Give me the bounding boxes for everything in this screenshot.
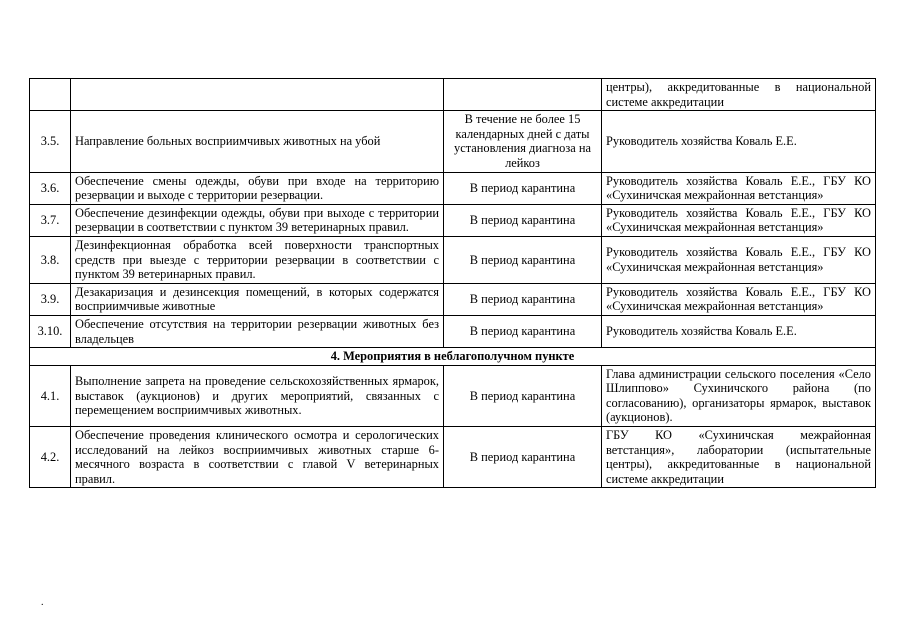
table-row <box>30 365 876 426</box>
action-cell <box>71 79 444 111</box>
measures-table-body-section-3 <box>30 79 876 348</box>
action-cell: Дезакаризация и дезинсекция помещений, в которых содержатся восприимчивые животные <box>71 283 444 315</box>
row-number-cell: 4.1. <box>30 365 71 426</box>
measures-table-body-section-4 <box>30 365 876 488</box>
action-cell: Направление больных восприимчивых животных на убой <box>71 111 444 172</box>
row-number-cell: 3.5. <box>30 111 71 172</box>
section-title: 4. Мероприятия в неблагополучном пункте <box>30 348 876 366</box>
measures-table <box>29 78 876 488</box>
term-cell: В период карантина <box>444 236 602 283</box>
footer-mark: . <box>41 597 44 608</box>
row-number-cell: 4.2. <box>30 427 71 488</box>
term-cell <box>444 79 602 111</box>
term-cell: В период карантина <box>444 315 602 347</box>
row-number-cell: 3.8. <box>30 236 71 283</box>
responsible-cell: Руководитель хозяйства Коваль Е.Е., ГБУ КО «Сухиничская межрайонная ветстанция» <box>602 236 876 283</box>
row-number-cell: 3.10. <box>30 315 71 347</box>
table-row <box>30 315 876 347</box>
term-cell: В период карантина <box>444 283 602 315</box>
term-cell: В период карантина <box>444 427 602 488</box>
responsible-cell: ГБУ КО «Сухиничская межрайонная ветстанция», лаборатории (испытательные центры), аккредитованные в национальной системе аккредитации <box>602 427 876 488</box>
responsible-cell: Руководитель хозяйства Коваль Е.Е. <box>602 111 876 172</box>
responsible-cell: Руководитель хозяйства Коваль Е.Е., ГБУ КО «Сухиничская межрайонная ветстанция» <box>602 283 876 315</box>
row-number-cell: 3.9. <box>30 283 71 315</box>
action-cell: Дезинфекционная обработка всей поверхности транспортных средств при выезде с территории резервации в соответствии с пунктом 39 ветеринарных правил. <box>71 236 444 283</box>
term-cell: В период карантина <box>444 172 602 204</box>
table-row <box>30 172 876 204</box>
action-cell: Обеспечение дезинфекции одежды, обуви при выходе с территории резервации в соответствии с пунктом 39 ветеринарных правил. <box>71 204 444 236</box>
responsible-cell: Глава администрации сельского поселения «Село Шлиппово» Сухиничского района (по согласованию), организаторы ярмарок, выставок (аукционов). <box>602 365 876 426</box>
section-header-group <box>30 348 876 366</box>
table-row <box>30 79 876 111</box>
action-cell: Обеспечение смены одежды, обуви при входе на территорию резервации и выходе с территории резервации. <box>71 172 444 204</box>
action-cell: Обеспечение проведения клинического осмотра и серологических исследований на лейкоз восприимчивых животных старше 6-месячного возраста в соответствии с главой V ветеринарных правил. <box>71 427 444 488</box>
responsible-cell: Руководитель хозяйства Коваль Е.Е., ГБУ КО «Сухиничская межрайонная ветстанция» <box>602 172 876 204</box>
term-cell: В период карантина <box>444 204 602 236</box>
section-header-row <box>30 348 876 366</box>
table-row <box>30 427 876 488</box>
responsible-cell: Руководитель хозяйства Коваль Е.Е. <box>602 315 876 347</box>
row-number-cell: 3.6. <box>30 172 71 204</box>
term-cell: В период карантина <box>444 365 602 426</box>
action-cell: Обеспечение отсутствия на территории резервации животных без владельцев <box>71 315 444 347</box>
table-row <box>30 236 876 283</box>
responsible-cell: центры), аккредитованные в национальной системе аккредитации <box>602 79 876 111</box>
responsible-cell: Руководитель хозяйства Коваль Е.Е., ГБУ КО «Сухиничская межрайонная ветстанция» <box>602 204 876 236</box>
action-cell: Выполнение запрета на проведение сельскохозяйственных ярмарок, выставок (аукционов) и других мероприятий, связанных с перемещением восприимчивых животных. <box>71 365 444 426</box>
row-number-cell: 3.7. <box>30 204 71 236</box>
row-number-cell <box>30 79 71 111</box>
table-row <box>30 111 876 172</box>
term-cell: В течение не более 15 календарных дней с даты установления диагноза на лейкоз <box>444 111 602 172</box>
table-row <box>30 283 876 315</box>
table-row <box>30 204 876 236</box>
